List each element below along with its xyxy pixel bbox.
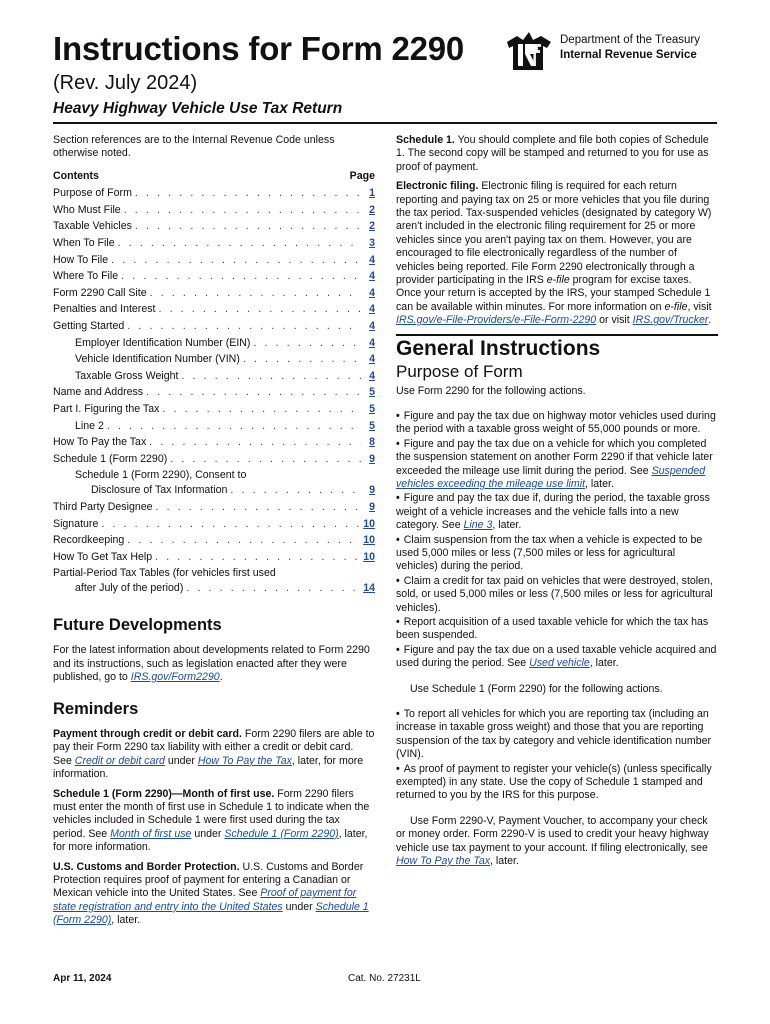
toc-item-label: Taxable Gross Weight: [75, 369, 179, 382]
toc-item[interactable]: [53, 301, 375, 318]
used-vehicle-link[interactable]: Used vehicle: [529, 657, 590, 670]
toc-leader-dots: [155, 549, 360, 566]
schedule1-link[interactable]: Schedule 1 (Form 2290): [224, 827, 339, 840]
table-of-contents-cont: [53, 499, 375, 565]
list-item: • Figure and pay the tax due on a used taxable vehicle acquired and used during the period. See Used vehicle, later.: [396, 644, 718, 671]
toc-page-link[interactable]: 10: [363, 517, 375, 530]
toc-leader-dots: [127, 532, 360, 549]
list-item: • Figure and pay the tax due on a vehicle for which you completed the suspension statement on another Form 2290 if that vehicle later exceeded the mileage use limit during the period. See Suspended vehicles exceeding the mileage use limit, later.: [396, 438, 718, 492]
future-developments-text: For the latest information about developments related to Form 2290 and its instructions, such as legislation enacted after they were published, go to IRS.gov/Form2290.: [53, 644, 370, 684]
toc-item-label: Third Party Designee: [53, 500, 153, 513]
toc-item-label: Part I. Figuring the Tax: [53, 402, 160, 415]
toc-item-label: Where To File: [53, 270, 119, 283]
toc-item[interactable]: [53, 335, 375, 352]
toc-item-label: Who Must File: [53, 203, 121, 216]
toc-item-label: Schedule 1 (Form 2290): [53, 452, 168, 465]
toc-item-label: Form 2290 Call Site: [53, 286, 147, 299]
toc-page-link[interactable]: 9: [369, 500, 375, 513]
toc-leader-dots: [107, 418, 361, 435]
how-to-pay-link[interactable]: How To Pay the Tax: [396, 855, 491, 868]
list-item: • As proof of payment to register your vehicle(s) (unless specifically exempted) in any state. Use the copy of Schedule 1 stamped and returned to you by the IRS for this purpose.: [396, 763, 718, 803]
toc-leader-dots: [118, 235, 361, 252]
toc-leader-dots: [124, 202, 361, 219]
toc-item[interactable]: [53, 218, 375, 235]
footer-catalog-number: Cat. No. 27231L: [348, 973, 421, 984]
toc-page-link[interactable]: 4: [369, 319, 375, 332]
toc-page-link[interactable]: 4: [369, 303, 375, 316]
toc-item[interactable]: [53, 401, 375, 418]
toc-item-label: Employer Identification Number (EIN): [75, 336, 251, 349]
toc-item-label: Schedule 1 (Form 2290), Consent to: [75, 469, 247, 482]
toc-item[interactable]: [53, 516, 375, 533]
toc-page-link[interactable]: 9: [369, 484, 375, 497]
toc-page-link[interactable]: 14: [363, 582, 375, 595]
toc-leader-dots: [162, 401, 361, 418]
toc-item[interactable]: [53, 252, 375, 269]
toc-item[interactable]: [53, 368, 375, 385]
toc-item[interactable]: [53, 235, 375, 252]
reminder-customs: U.S. Customs and Border Protection. U.S. Customs and Border Protection requires proof of payment for entering a Canadian or Mexican vehicle into the United States. See Proof of payment for state registration and entry into the United States under Schedule 1 (Form 2290), later.: [53, 860, 369, 927]
toc-leader-dots: [181, 368, 361, 385]
toc-item[interactable]: [53, 318, 375, 335]
toc-leader-dots: [135, 218, 361, 235]
toc-item-label: Vehicle Identification Number (VIN): [75, 353, 240, 366]
dept-line2: Internal Revenue Service: [560, 49, 697, 61]
toc-page-link[interactable]: 4: [369, 369, 375, 382]
toc-page-link[interactable]: 10: [363, 550, 375, 563]
toc-item-label: Taxable Vehicles: [53, 220, 132, 233]
suspended-vehicles-link[interactable]: Suspended vehicles exceeding the mileage use limit: [396, 464, 706, 490]
dept-line1: Department of the Treasury: [560, 34, 700, 46]
list-item: • Claim suspension from the tax when a vehicle is expected to be used 5,000 miles or less (7,500 miles or less for agricultural vehicles) during the period.: [396, 534, 718, 574]
irs-eagle-logo-icon: [503, 28, 555, 74]
section-ref-note: Section references are to the Internal Revenue Code unless otherwise noted.: [53, 134, 335, 160]
toc-item-label: How To Pay the Tax: [53, 436, 147, 449]
payment-voucher-note: Use Form 2290-V, Payment Voucher, to accompany your check or money order. Form 2290-V is used to credit your heavy highway vehicle use tax payment to your account. If filing electronically, see How To Pay the Tax, later.: [396, 814, 709, 868]
schedule1-note: Schedule 1. You should complete and file both copies of Schedule 1. The second copy will be stamped and returned to you for use as proof of payment.: [396, 134, 709, 173]
electronic-filing-note: Electronic filing. Electronic filing is required for each return reporting and paying tax on 25 or more vehicles that you file during the tax period. Tax-suspended vehicles (designated by category W) aren't included in the electronic filing requirement for 25 or more vehicles since you aren't paying tax on them. However, you are encouraged to file electronically regardless of the number of vehicles being reported. File Form 2290 electronically through a provider participating in the IRS e-file program for excise taxes. Once your return is accepted by the IRS, your stamped Schedule 1 can be available within minutes. For more information on e-file, visit IRS.gov/e-File-Providers/e-File-Form-2290 or visit IRS.gov/Trucker.: [396, 180, 712, 327]
toc-item-label: Name and Address: [53, 386, 144, 399]
purpose-intro: Use Form 2290 for the following actions.: [396, 384, 586, 397]
toc-leader-dots: [170, 451, 361, 468]
future-developments-heading: Future Developments: [53, 615, 222, 634]
list-item: • Figure and pay the tax due if, during the period, the taxable gross weight of a vehicle increases and the vehicle falls into a new category. See Line 3, later.: [396, 492, 718, 532]
toc-header: [53, 170, 375, 183]
toc-item[interactable]: [53, 499, 375, 516]
efile-providers-link[interactable]: IRS.gov/e-File-Providers/e-File-Form-2290: [396, 314, 597, 327]
toc-item-label: Getting Started: [53, 319, 125, 332]
toc-item[interactable]: [53, 532, 375, 549]
line3-link[interactable]: Line 3: [463, 519, 493, 532]
toc-item-schedule-consent[interactable]: [53, 468, 375, 499]
proof-of-payment-link[interactable]: Proof of payment for state registration and entry into the United States: [53, 887, 357, 913]
toc-page-link[interactable]: 1: [369, 187, 375, 200]
table-of-contents: [53, 185, 375, 467]
reminder-month-first-use: Schedule 1 (Form 2290)—Month of first use. Form 2290 filers must enter the month of first use in Schedule 1 to indicate when the vehicles included in Schedule 1 were first used during the tax period. See Month of first use under Schedule 1 (Form 2290), later, for more information.: [53, 787, 370, 854]
right-column: [396, 134, 718, 875]
list-item: • Figure and pay the tax due on highway motor vehicles used during the period with a taxable gross weight of 55,000 pounds or more.: [396, 410, 718, 437]
irs-trucker-link[interactable]: IRS.gov/Trucker: [632, 314, 709, 327]
toc-item[interactable]: [53, 434, 375, 451]
purpose-of-form-heading: Purpose of Form: [396, 362, 523, 382]
toc-page-link[interactable]: 4: [369, 336, 375, 349]
toc-leader-dots: [111, 252, 361, 269]
toc-item[interactable]: [53, 202, 375, 219]
toc-leader-dots: [149, 434, 361, 451]
toc-item-label: Partial-Period Tax Tables (for vehicles first used: [53, 567, 276, 580]
toc-contents-label: Contents: [53, 169, 99, 182]
toc-leader-dots: [156, 499, 361, 516]
toc-page-link[interactable]: 4: [369, 270, 375, 283]
toc-page-label: Page: [349, 169, 375, 182]
toc-item-label: Penalties and Interest: [53, 303, 156, 316]
agency-name: [560, 33, 700, 63]
toc-item-label: When To File: [53, 237, 115, 249]
toc-leader-dots: [158, 301, 361, 318]
toc-item[interactable]: [53, 185, 375, 202]
toc-page-link[interactable]: 2: [369, 203, 375, 216]
toc-leader-dots: [127, 318, 361, 335]
month-first-use-link[interactable]: Month of first use: [110, 827, 192, 840]
toc-item[interactable]: [53, 418, 375, 435]
toc-item-label: Purpose of Form: [53, 187, 132, 200]
toc-item[interactable]: [53, 451, 375, 468]
toc-leader-dots: [243, 351, 361, 368]
toc-item[interactable]: [53, 268, 375, 285]
toc-leader-dots: [253, 335, 361, 352]
left-column: [53, 134, 375, 934]
toc-page-link[interactable]: 2: [369, 220, 375, 233]
irs-form2290-link[interactable]: IRS.gov/Form2290: [130, 671, 220, 684]
toc-page-link[interactable]: 5: [369, 402, 375, 415]
toc-item[interactable]: [53, 285, 375, 302]
toc-page-link[interactable]: 4: [369, 353, 375, 366]
how-to-pay-link[interactable]: How To Pay the Tax: [197, 754, 292, 767]
revision-date: (Rev. July 2024): [53, 72, 198, 94]
list-item: • To report all vehicles for which you are reporting tax (including an increase in taxable gross weight) and those that you are reporting suspension of the tax by category and vehicle identification number (VIN).: [396, 708, 718, 762]
header-divider: [53, 122, 717, 124]
footer-date: Apr 11, 2024: [53, 973, 112, 984]
toc-page-link[interactable]: 8: [369, 436, 375, 449]
toc-item[interactable]: [53, 351, 375, 368]
reminder-card-payment: Payment through credit or debit card. Form 2290 filers are able to pay their Form 2290 tax liability with either a credit or debit card. See Credit or debit card under How To Pay the Tax, later, for more information.: [53, 727, 375, 781]
toc-leader-dots: [135, 185, 361, 202]
toc-leader-dots: [146, 384, 361, 401]
schedule1-link[interactable]: Schedule 1 (Form 2290): [53, 900, 369, 927]
toc-item-label: Signature: [53, 517, 99, 530]
toc-item-label: Disclosure of Tax Information: [91, 484, 228, 497]
toc-leader-dots: [150, 285, 361, 302]
toc-page-link[interactable]: 9: [369, 452, 375, 465]
schedule1-use-intro: Use Schedule 1 (Form 2290) for the following actions.: [410, 682, 663, 695]
page-title: Instructions for Form 2290: [53, 30, 465, 67]
toc-page-link[interactable]: 5: [369, 386, 375, 399]
list-item: • Claim a credit for tax paid on vehicles that were destroyed, stolen, sold, or used 5,000 miles or less (7,500 miles or less for agricultural vehicles).: [396, 575, 718, 615]
toc-leader-dots: [101, 516, 360, 533]
toc-item-label: Recordkeeping: [53, 534, 125, 547]
toc-item[interactable]: [53, 384, 375, 401]
toc-item-partial-period[interactable]: [53, 566, 375, 597]
credit-debit-card-link[interactable]: Credit or debit card: [74, 754, 165, 767]
toc-leader-dots: [121, 268, 361, 285]
list-item: • Report acquisition of a used taxable vehicle for which the tax has been suspended.: [396, 616, 718, 643]
toc-item-label: after July of the period): [75, 582, 184, 595]
form-subtitle: Heavy Highway Vehicle Use Tax Return: [53, 100, 343, 117]
general-instructions-heading: General Instructions: [396, 334, 718, 355]
toc-page-link[interactable]: 5: [369, 419, 375, 432]
toc-item-label: Line 2: [75, 419, 104, 432]
toc-item[interactable]: [53, 549, 375, 566]
toc-page-link[interactable]: 4: [369, 286, 375, 299]
toc-page-link[interactable]: 4: [369, 253, 375, 266]
toc-item-label: How To File: [53, 253, 109, 266]
toc-page-link[interactable]: 10: [363, 534, 375, 547]
toc-page-link[interactable]: 3: [369, 237, 375, 249]
toc-item-label: How To Get Tax Help: [53, 550, 153, 563]
reminders-heading: Reminders: [53, 699, 139, 718]
